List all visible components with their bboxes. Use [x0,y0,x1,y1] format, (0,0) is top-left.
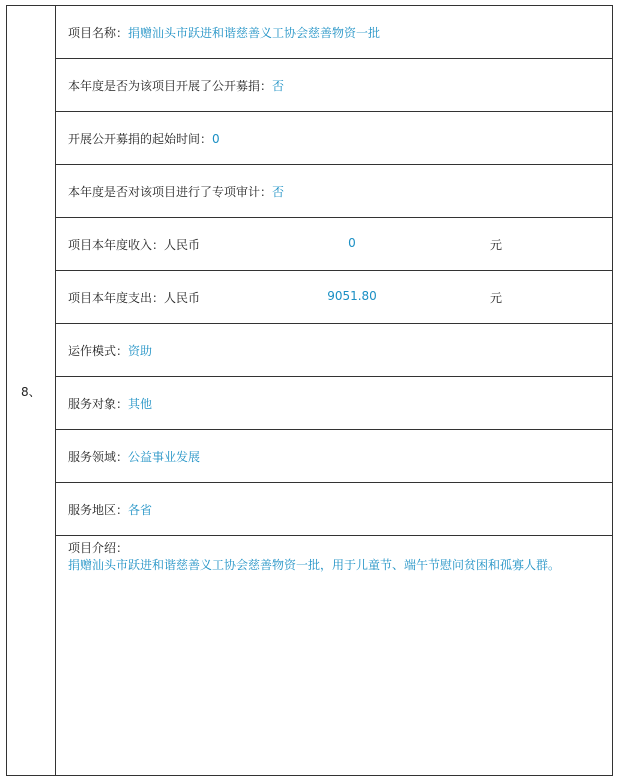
income-unit: 元 [490,238,503,252]
public-fundraising-label: 本年度是否为该项目开展了公开募捐： [68,79,273,93]
service-region-value: 各省 [128,503,153,517]
service-field-value: 公益事业发展 [128,450,201,464]
operation-mode-value: 资助 [128,344,153,358]
project-intro-text: 捐赠汕头市跃进和谐慈善义工协会慈善物资一批，用于儿童节、端午节慰问贫困和孤寡人群。 [68,558,561,572]
index-cell [7,6,56,775]
row-index: 8、 [21,385,41,399]
project-table [6,5,613,776]
special-audit-label: 本年度是否对该项目进行了专项审计： [68,185,273,199]
service-region-label: 服务地区： [68,503,129,517]
income-value: 0 [348,236,356,250]
row-special-audit [56,165,612,218]
row-service-region [56,483,612,536]
service-target-value: 其他 [128,397,153,411]
row-expense [56,271,612,324]
project-name-value: 捐赠汕头市跃进和谐慈善义工协会慈善物资一批 [128,26,381,40]
service-field-label: 服务领域： [68,450,129,464]
public-fundraising-value: 否 [272,79,285,93]
expense-value: 9051.80 [327,289,377,303]
expense-unit: 元 [490,291,503,305]
row-operation-mode [56,324,612,377]
expense-label: 项目本年度支出：人民币 [68,291,201,305]
row-service-field [56,430,612,483]
row-service-target [56,377,612,430]
special-audit-value: 否 [272,185,285,199]
row-project-name [56,6,612,59]
row-public-fundraising [56,59,612,112]
project-fields [56,6,612,536]
service-target-label: 服务对象： [68,397,129,411]
income-label: 项目本年度收入：人民币 [68,238,201,252]
row-income [56,218,612,271]
operation-mode-label: 运作模式： [68,344,129,358]
start-time-label: 开展公开募捐的起始时间： [68,132,213,146]
start-time-value: 0 [212,132,220,146]
project-intro [56,536,612,775]
row-start-time [56,112,612,165]
project-intro-label: 项目介绍： [68,541,129,555]
project-name-label: 项目名称： [68,26,129,40]
